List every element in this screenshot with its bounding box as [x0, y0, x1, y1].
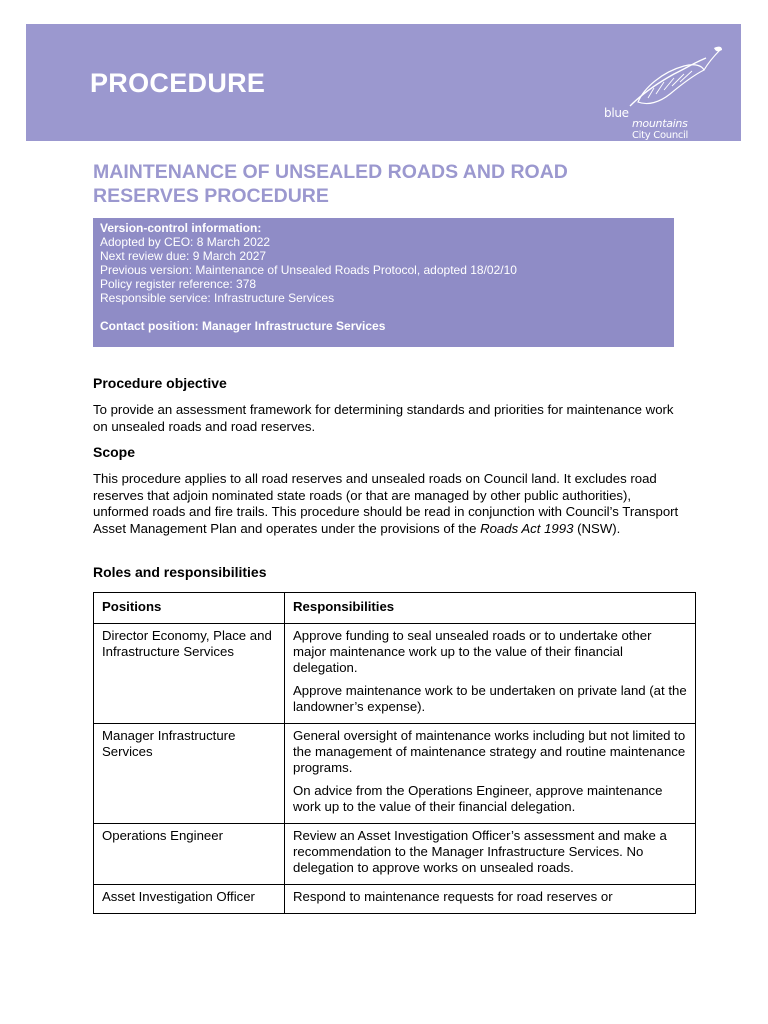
- previous-version: Previous version: Maintenance of Unsealed Roads Protocol, adopted 18/02/10: [100, 263, 517, 277]
- table-row: [94, 885, 696, 914]
- table-row: [94, 824, 696, 885]
- version-control-box: [93, 218, 674, 347]
- responsibilities-cell: Approve funding to seal unsealed roads or to undertake other major maintenance work up to the value of their financial delegation. Approve maintenance work to be undertaken on private land (at the landowner’s expense).: [285, 624, 696, 724]
- scope-heading: Scope: [93, 444, 136, 460]
- adopted-date: Adopted by CEO: 8 March 2022: [100, 235, 271, 249]
- objective-heading: Procedure objective: [93, 375, 227, 391]
- logo-text-city-council: City Council: [632, 130, 689, 141]
- table-row: [94, 624, 696, 724]
- version-control-heading: Version-control information:: [100, 221, 262, 235]
- scope-text: This procedure applies to all road reserves and unsealed roads on Council land. It excludes road reserves that adjoin nominated state roads (or that are managed by other public authorities), unformed roads and fire trails. This procedure should be read in conjunction with Council’s Transport Asset Management Plan and operates under the provisions of the Roads Act 1993 (NSW).: [93, 471, 679, 536]
- table-header-row: [94, 593, 696, 624]
- objective-text: To provide an assessment framework for determining standards and priorities for maintenance work on unsealed roads and road reserves.: [93, 402, 674, 434]
- position-cell: Asset Investigation Officer: [94, 885, 285, 914]
- responsibilities-cell: Respond to maintenance requests for road reserves or: [285, 885, 696, 914]
- council-logo: [578, 44, 728, 141]
- position-cell: Manager Infrastructure Services: [94, 724, 285, 824]
- responsible-service: Responsible service: Infrastructure Services: [100, 291, 335, 305]
- responsibilities-cell: Review an Asset Investigation Officer’s assessment and make a recommendation to the Manager Infrastructure Services. No delegation to approve works on unsealed roads.: [285, 824, 696, 885]
- header-band: [26, 24, 741, 141]
- table-row: [94, 724, 696, 824]
- responsibilities-cell: General oversight of maintenance works including but not limited to the management of maintenance strategy and routine maintenance programs. On advice from the Operations Engineer, approve maintenance work up to the value of their financial delegation.: [285, 724, 696, 824]
- next-review-date: Next review due: 9 March 2027: [100, 249, 267, 263]
- roles-table: [93, 592, 696, 914]
- logo-text-blue: blue: [604, 106, 629, 120]
- act-name: Roads Act 1993: [480, 520, 574, 536]
- position-cell: Operations Engineer: [94, 824, 285, 885]
- roles-heading: Roles and responsibilities: [93, 564, 267, 580]
- position-cell: Director Economy, Place and Infrastructure Services: [94, 624, 285, 724]
- document-title: MAINTENANCE OF UNSEALED ROADS AND ROAD RESERVES PROCEDURE: [93, 161, 568, 207]
- logo-text-mountains: mountains: [632, 117, 688, 130]
- header-title: PROCEDURE: [90, 68, 266, 98]
- column-header-responsibilities: Responsibilities: [285, 593, 696, 624]
- contact-position: Contact position: Manager Infrastructure Services: [100, 319, 386, 333]
- policy-register-reference: Policy register reference: 378: [100, 277, 257, 291]
- column-header-positions: Positions: [94, 593, 285, 624]
- leaf-logo-icon: [578, 44, 728, 124]
